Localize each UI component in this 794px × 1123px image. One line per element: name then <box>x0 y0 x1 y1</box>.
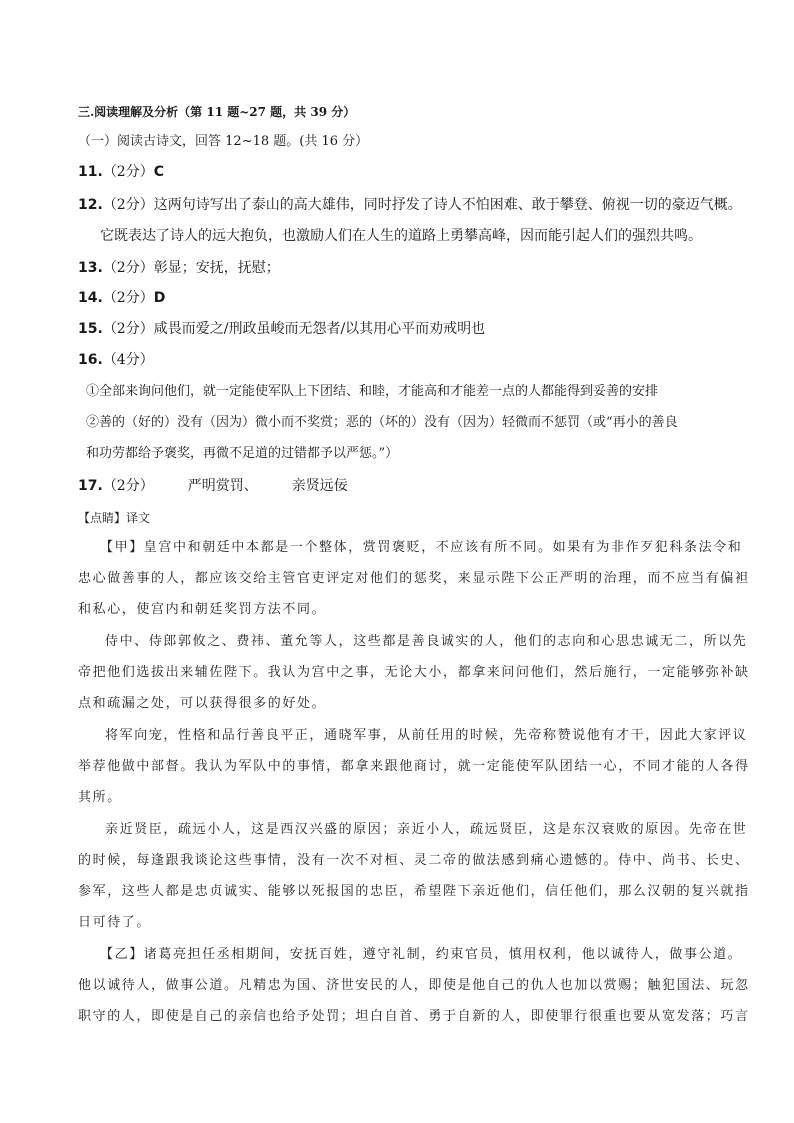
translation-line: 和私心，使宫内和朝廷奖罚方法不同。 <box>78 602 327 617</box>
answer-16 <box>78 350 154 370</box>
answer-text: C <box>153 164 165 180</box>
answer-11 <box>78 162 164 182</box>
translation-line: 忠心做善事的人，都应该交给主管官吏评定对他们的惩奖，来显示陛下公正严明的治理，而不应当有偏袒 <box>78 571 750 586</box>
answer-text: 咸畏而爱之/刑政虽峻而无怨者/以其用心平而劝戒明也 <box>153 321 486 337</box>
answer-12 <box>78 195 742 215</box>
translation-line: 参军，这些人都是忠贞诚实、能够以死报国的忠臣，希望陛下亲近他们，信任他们，那么汉朝的复兴就指 <box>78 884 750 899</box>
translation-line: 举荐他做中部督。我认为军队中的事情，都拿来跟他商讨，就一定能使军队团结一心，不同才能的人各得 <box>78 759 750 774</box>
answer-12-continued: 它既表达了诗人的远大抱负，也激励人们在人生的道路上勇攀高峰，因而能引起人们的强烈共鸣。 <box>100 228 702 244</box>
translation-line: 亲近贤臣，疏远小人，这是西汉兴盛的原因；亲近小人，疏远贤臣，这是东汉衰败的原因。先帝在世 <box>105 822 748 837</box>
translation-line: 将军向宠，性格和品行善良平正，通晓军事，从前任用的时候，先帝称赞说他有才干，因此大家评议 <box>105 728 748 743</box>
answer-text: 彰显；安抚，抚慰； <box>153 260 280 276</box>
section-title: 三.阅读理解及分析（第 11 题~27 题，共 39 分） <box>78 105 356 119</box>
answer-number: 16. <box>78 352 103 368</box>
translation-line: 的时候，每逢跟我谈论这些事情，没有一次不对桓、灵二帝的做法感到痛心遗憾的。侍中、尚书、长史、 <box>78 853 750 868</box>
answer-text-b: 亲贤远佞 <box>291 478 348 494</box>
answer-points: （2分） <box>102 478 154 494</box>
answer-number: 11. <box>78 164 103 180</box>
answer-text: 这两句诗写出了泰山的高大雄伟，同时抒发了诗人不怕困难、敢于攀登、俯视一切的豪迈气概。 <box>153 197 742 213</box>
note-label: 【点睛】译文 <box>78 511 151 525</box>
translation-line: 职守的人，即使是自己的亲信也给予处罚；坦白自首、勇于自新的人，即使罪行很重也要从宽发落；巧言 <box>78 1009 750 1024</box>
answer-points: （4分） <box>102 352 154 368</box>
translation-line: 侍中、侍郎郭攸之、费祎、董允等人，这些都是善良诚实的人，他们的志向和心思忠诚无二，所以先 <box>105 634 748 649</box>
answer-number: 14. <box>78 290 103 306</box>
translation-line: 点和疏漏之处，可以获得很多的好处。 <box>78 696 327 711</box>
answer-16-item: ②善的（好的）没有（因为）微小而不奖赏；恶的（坏的）没有（因为）轻微而不惩罚（或“再小的善良 <box>86 415 678 430</box>
answer-14 <box>78 288 165 308</box>
section-subtitle: （一）阅读古诗文，回答 12~18 题。(共 16 分） <box>78 134 369 149</box>
answer-number: 13. <box>78 260 103 276</box>
answer-points: （2分） <box>102 164 154 180</box>
answer-15 <box>78 319 485 339</box>
answer-text: D <box>153 290 166 306</box>
answer-16-item: ①全部来询问他们，就一定能使军队上下团结、和睦，才能高和才能差一点的人都能得到妥善的安排 <box>86 384 659 399</box>
translation-line: 【甲】皇宫中和朝廷中本都是一个整体，赏罚褒贬，不应该有所不同。如果有为非作歹犯科条法令和 <box>100 540 743 555</box>
answer-points: （2分） <box>102 321 154 337</box>
translation-line: 帝把他们选拔出来辅佐陛下。我认为宫中之事，无论大小，都拿来问问他们，然后施行，一定能够弥补缺 <box>78 665 750 680</box>
answer-number: 17. <box>78 478 103 494</box>
answer-number: 12. <box>78 197 103 213</box>
answer-points: （2分） <box>102 290 154 306</box>
translation-line: 【乙】诸葛亮担任丞相期间，安抚百姓，遵守礼制，约束官员，慎用权利，他以诚待人，做事公道。 <box>100 947 743 962</box>
answer-points: （2分） <box>102 260 154 276</box>
answer-13 <box>78 258 280 278</box>
answer-17 <box>78 476 348 496</box>
answer-number: 15. <box>78 321 103 337</box>
answer-16-item: 和功劳都给予褒奖，再微不足道的过错都予以严惩。”） <box>86 446 399 461</box>
answer-text-a: 严明赏罚、 <box>187 478 258 494</box>
translation-line: 日可待了。 <box>78 915 152 930</box>
answer-points: （2分） <box>102 197 154 213</box>
translation-line: 其所。 <box>78 790 122 805</box>
translation-line: 他以诚待人，做事公道。凡精忠为国、济世安民的人，即使是他自己的仇人也加以赏赐；触犯国法、玩忽 <box>78 978 750 993</box>
